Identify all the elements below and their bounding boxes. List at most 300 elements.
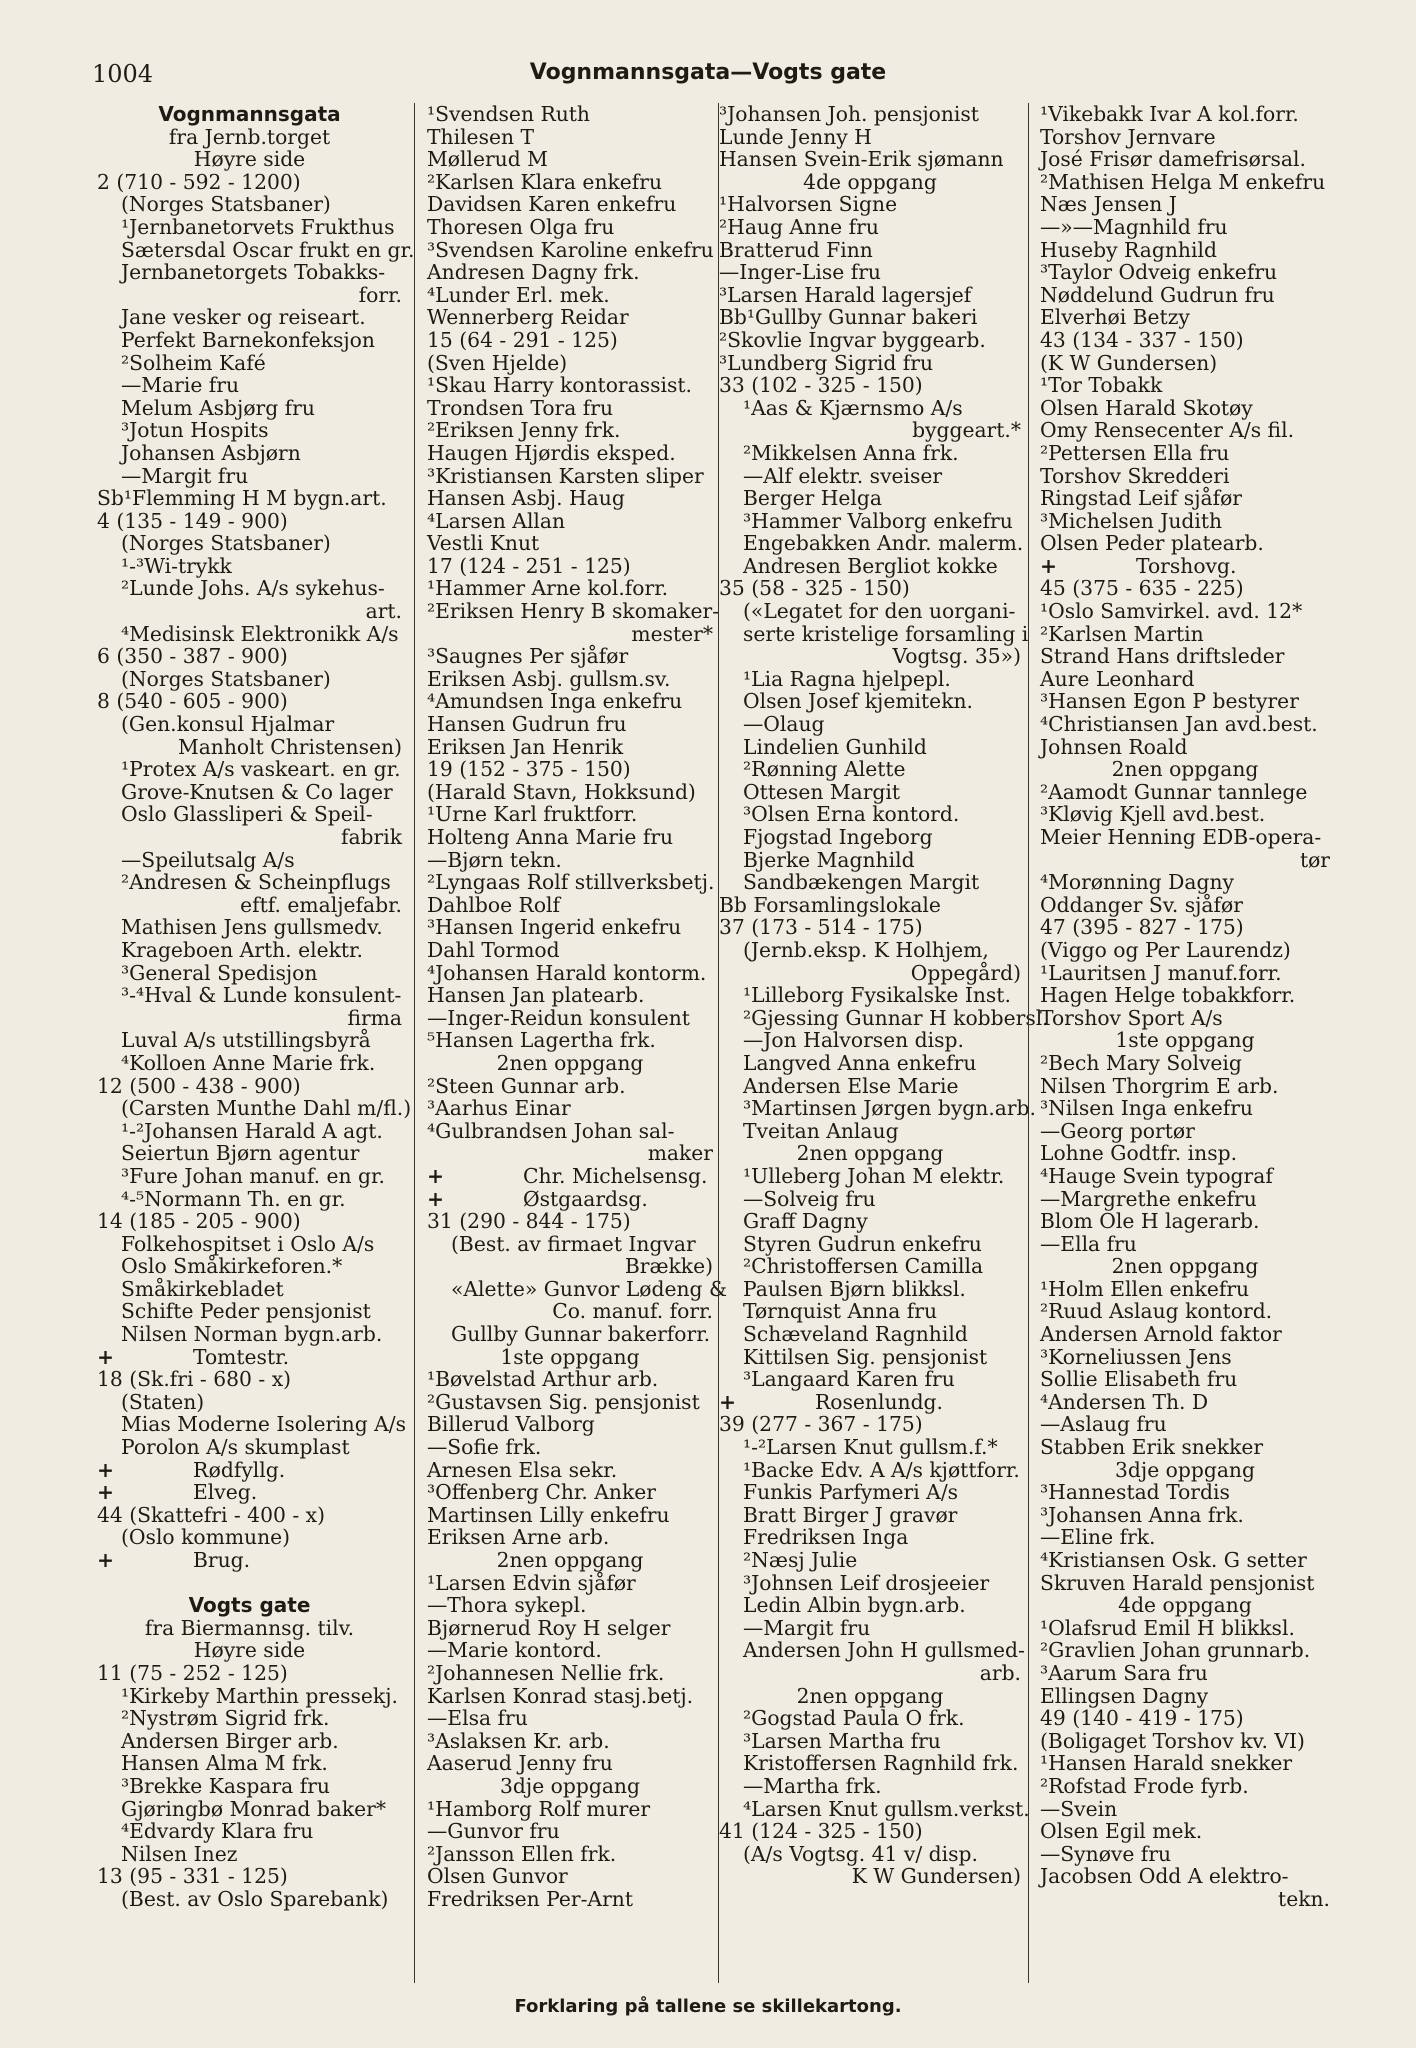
entry-line: ³Offenberg Chr. Anker [427,1480,656,1505]
entry-line: Sb¹Flemming H M bygn.art. [97,486,387,511]
entry-line: Brække) [624,1254,713,1279]
entry-line: fabrik [340,825,402,849]
entry-line: ³Fure Johan manuf. en gr. [121,1163,385,1188]
entry-line: —Margrethe enkefru [1040,1186,1257,1211]
entry-line: ³Hansen Ingerid enkefru [427,915,682,940]
entry-line [97,1549,402,1572]
entry-line: Tveitan Anlaug [743,1118,899,1143]
entry-line: 4de oppgang [803,169,937,194]
entry-line [1040,555,1330,578]
entry-line: ³Svendsen Karoline enkefru [427,237,714,262]
entry-line: Andersen Else Marie [743,1073,959,1098]
cross-street-name: Torshovg. [1136,553,1237,578]
entry-line: ³Langaard Karen fru [743,1367,955,1392]
entry-line: Co. manuf. forr. [552,1299,713,1324]
entry-line: Bratt Birger J gravør [743,1502,958,1527]
entry-line: 33 (102 - 325 - 150) [719,373,923,398]
entry-line: ¹Tor Tobakk [1040,373,1163,398]
entry-line: ⁴Christiansen Jan avd.best. [1040,712,1318,737]
entry-line: (Gen.konsul Hjalmar [121,712,335,737]
entry-line: Sollie Elisabeth fru [1040,1367,1238,1392]
entry-line: Hansen Jan platearb. [427,983,645,1008]
entry-line: ³Johansen Anna frk. [1040,1502,1244,1527]
entry-line [719,1391,1021,1414]
entry-line: (Sven Hjelde) [427,350,568,375]
entry-line: —Ella fru [1040,1231,1137,1256]
entry-line: ²Skovlie Ingvar byggearb. [719,327,986,352]
entry-line: ³Johnsen Leif drosjeeier [743,1570,990,1595]
entry-line: Arnesen Elsa sekr. [427,1457,618,1482]
entry-line: Ottesen Margit [743,779,901,804]
entry-line: («Legatet for den uorgani- [743,599,1016,624]
entry-line: 2nen oppgang [1111,757,1259,782]
entry-line: 18 (Sk.fri - 680 - x) [97,1367,292,1392]
cross-street-name: Tomtestr. [193,1344,290,1369]
entry-line: ³Taylor Odveig enkefru [1040,260,1278,285]
entry-line: —Svein [1040,1796,1118,1821]
entry-line: Dahlboe Rolf [427,892,561,917]
entry-line: ²Lyngaas Rolf stillverksbetj. [427,870,715,895]
entry-line: Lindelien Gunhild [743,734,927,759]
entry-line: Andresen Bergliot kokke [743,553,998,578]
entry-line: Nøddelund Gudrun fru [1040,282,1275,307]
entry-line: mester* [631,621,713,646]
entry-line: Olsen Egil mek. [1040,1819,1203,1844]
entry-line: ¹Urne Karl fruktforr. [427,802,638,827]
entry-line: Bjørnerud Roy H selger [427,1615,671,1640]
entry-line: —Marie fru [121,373,240,398]
entry-line: Berger Helga [743,486,882,511]
entry-line: Andersen Arnold faktor [1040,1322,1282,1347]
entry-line: ³Hannestad Tordis [1040,1480,1230,1505]
entry-line: Jane vesker og reiseart. [121,305,366,330]
entry-line: Fjogstad Ingeborg [743,825,933,849]
entry-line: ¹Lilleborg Fysikalske Inst. [743,983,1011,1008]
cross-street-name: Chr. Michelsensg. [523,1163,708,1188]
entry-line: Luval A/s utstillingsbyrå [121,1028,371,1053]
entry-line: —Jon Halvorsen disp. [743,1028,964,1053]
entry-line: 14 (185 - 205 - 900) [97,1209,301,1234]
entry-line [97,1346,402,1369]
entry-line: Tørnquist Anna fru [743,1299,938,1324]
entry-line: Eriksen Arne arb. [427,1525,610,1550]
entry-line: Eriksen Jan Henrik [427,734,624,759]
entry-line: —Sofie frk. [427,1435,542,1460]
entry-line: ³Nilsen Inga enkefru [1040,1096,1253,1121]
entry-line: Olsen Gunvor [427,1864,568,1889]
entry-line: ⁴Morønning Dagny [1040,870,1234,895]
entry-line: ⁴Kristiansen Osk. G setter [1040,1548,1307,1572]
entry-line: ⁵Hansen Lagertha frk. [427,1028,656,1053]
entry-line: (Boligaget Torshov kv. VI) [1040,1728,1305,1753]
entry-line: Andersen John H gullsmed- [743,1638,1025,1663]
entry-line: ¹Backe Edv. A A/s kjøttforr. [743,1457,1020,1482]
entry-line: ³Aslaksen Kr. arb. [427,1728,610,1753]
entry-line: Hansen Svein-Erik sjømann [719,147,1004,172]
entry-line: ⁴Amundsen Inga enkefru [427,689,683,714]
entry-line: —Gunvor fru [427,1819,560,1844]
entry-line: ¹Svendsen Ruth [427,102,590,126]
entry-line [97,1481,402,1504]
entry-line: Torshov Jernvare [1040,124,1216,149]
cross-street-name: Østgaardsg. [523,1186,648,1211]
entry-line: 2nen oppgang [796,1683,944,1708]
entry-line: ⁴Andersen Th. D [1040,1389,1209,1414]
entry-line: Davidsen Karen enkefru [427,192,677,217]
entry-line: Dahl Tormod [427,937,560,962]
entry-line: Graff Dagny [743,1209,868,1234]
entry-line: —Inger-Lise fru [719,260,881,285]
entry-line: Olsen Peder platearb. [1040,531,1264,556]
entry-line: —Marie kontord. [427,1638,602,1663]
entry-line: 1ste oppgang [1115,1028,1255,1053]
entry-line: fra Jernb.torget [168,124,331,149]
entry-line: ²Eriksen Henry B skomaker- [427,599,720,624]
entry-line: Oslo Småkirkeforen.* [121,1254,343,1279]
entry-line: —Margit fru [743,1615,871,1640]
entry-line: Bb¹Gullby Gunnar bakeri [719,305,978,330]
cross-street-icon: + [97,1480,114,1505]
entry-line: ⁴Gulbrandsen Johan sal- [427,1118,675,1143]
entry-line: ³Michelsen Judith [1040,508,1223,533]
entry-line: 13 (95 - 331 - 125) [97,1864,288,1889]
entry-line: ³General Spedisjon [121,960,318,985]
entry-line: Oslo Glassliperi & Speil- [121,802,373,827]
entry-line: 4de oppgang [1118,1593,1252,1618]
entry-line: Sætersdal Oscar frukt en gr. [121,237,415,262]
entry-line: 39 (277 - 367 - 175) [719,1412,923,1437]
entry-line: Ellingsen Dagny [1040,1683,1209,1708]
cross-street-icon: + [427,1186,444,1211]
entry-line: —Solveig fru [743,1186,876,1211]
cross-street-icon: + [1040,553,1057,578]
entry-line: —Thora sykepl. [427,1593,587,1618]
directory-column-4 [1040,103,1330,1911]
entry-line: Martinsen Lilly enkefru [427,1502,670,1527]
entry-line: Billerud Valborg [427,1412,595,1437]
entry-line: 4 (135 - 149 - 900) [97,508,288,533]
entry-line: ⁴Kolloen Anne Marie frk. [121,1050,376,1075]
entry-line: ¹Bøvelstad Arthur arb. [427,1367,659,1392]
entry-line: Mathisen Jens gullsmedv. [121,915,383,940]
entry-line: ¹Kirkeby Marthin pressekj. [121,1683,398,1708]
entry-line: ¹Hansen Harald snekker [1040,1751,1293,1776]
entry-line: ³Jotun Hospits [121,418,269,443]
footer-note: Forklaring på tallene se skillekartong. [514,1996,902,2017]
entry-line: ⁴Medisinsk Elektronikk A/s [121,621,399,646]
entry-line: (Staten) [121,1389,205,1414]
entry-line: Styren Gudrun enkefru [743,1231,982,1256]
entry-line: Vogts gate [188,1593,311,1618]
entry-line: Kristoffersen Ragnhild frk. [743,1751,1019,1776]
entry-line: (Carsten Munthe Dahl m/fl.) [121,1096,412,1121]
column-rule [1028,103,1029,1983]
entry-line: (Jernb.eksp. K Holhjem, [743,937,989,962]
entry-line: ²Mathisen Helga M enkefru [1040,169,1326,194]
entry-line: art. [365,599,402,624]
entry-line: Porolon A/s skumplast [121,1435,350,1460]
entry-line: ⁴Hauge Svein typograf [1040,1163,1273,1188]
entry-line: eftf. emaljefabr. [240,892,402,917]
entry-line: ¹Olafsrud Emil H blikksl. [1040,1615,1295,1640]
entry-line: ¹Vikebakk Ivar A kol.forr. [1040,102,1299,126]
entry-line: Manholt Christensen) [177,734,402,759]
entry-line: José Frisør damefrisørsal. [1040,147,1306,172]
entry-line: Mias Moderne Isolering A/s [121,1412,407,1437]
entry-line: ¹-²Larsen Knut gullsm.f.* [743,1435,998,1460]
entry-line: ³-⁴Hval & Lunde konsulent- [121,983,402,1008]
entry-line: K W Gundersen) [851,1864,1021,1889]
entry-line: (Oslo kommune) [121,1525,291,1550]
cross-street-icon: + [97,1344,114,1369]
entry-line: ²Mikkelsen Anna frk. [743,440,959,465]
entry-line: Sandbækengen Margit [743,870,980,895]
entry-line: —Aslaug fru [1040,1412,1167,1437]
entry-line: ¹Lia Ragna hjelpepl. [743,666,951,691]
entry-line: ²Næsj Julie [743,1548,858,1572]
entry-line: ²Steen Gunnar arb. [427,1073,626,1098]
entry-line: Stabben Erik snekker [1040,1435,1264,1460]
entry-line: ²Gjessing Gunnar H kobbersl. [743,1005,1049,1030]
entry-line: (Harald Stavn, Hokksund) [427,779,696,804]
entry-line: ³Kløvig Kjell avd.best. [1040,802,1266,827]
entry-line: Torshov Sport A/s [1040,1005,1223,1030]
entry-line [427,1188,713,1211]
entry-line: (Best. av firmaet Ingvar [451,1231,696,1256]
entry-line: Jernbanetorgets Tobakks- [121,260,386,285]
entry-line: ²Rofstad Frode fyrb. [1040,1773,1249,1798]
entry-line: ²Gustavsen Sig. pensjonist [427,1389,700,1414]
cross-street-icon: + [427,1163,444,1188]
entry-line: Fredriksen Inga [743,1525,909,1550]
entry-line: Johnsen Roald [1040,734,1188,759]
entry-line: Ledin Albin bygn.arb. [743,1593,966,1618]
entry-line: Huseby Ragnhild [1040,237,1217,262]
entry-line: Høyre side [193,1638,306,1663]
cross-street-name: Rosenlundg. [815,1389,943,1414]
entry-line: Jacobsen Odd A elektro- [1040,1864,1289,1889]
entry-line: Vogtsg. 35») [892,644,1021,669]
entry-line: tør [1299,847,1330,872]
entry-line: Gullby Gunnar bakerforr. [451,1322,711,1347]
entry-line: Blom Ole H lagerarb. [1040,1209,1260,1234]
entry-line: ¹-²Johansen Harald A agt. [121,1118,383,1143]
entry-line: (Viggo og Per Laurendz) [1040,937,1291,962]
entry-line: ²Eriksen Jenny frk. [427,418,621,443]
entry-line: ⁴Larsen Allan [427,508,566,533]
entry-line: Småkirkebladet [121,1276,284,1301]
entry-line: Holteng Anna Marie fru [427,825,674,849]
entry-line: 49 (140 - 419 - 175) [1040,1706,1244,1731]
entry-line: (Norges Statsbaner) [121,192,331,217]
entry-line: Johansen Asbjørn [121,440,301,465]
entry-line: (Best. av Oslo Sparebank) [121,1886,389,1911]
entry-line: Andersen Birger arb. [121,1728,339,1753]
entry-line: ¹Holm Ellen enkefru [1040,1276,1250,1301]
entry-line: Lunde Jenny H [719,124,872,149]
entry-line: Gjøringbø Monrad baker* [121,1796,387,1821]
entry-line: Høyre side [193,147,306,172]
entry-line: Møllerud M [427,147,548,172]
entry-line: —Alf elektr. sveiser [743,463,943,488]
directory-column-2 [427,102,728,1911]
entry-line: 35 (58 - 325 - 150) [719,576,910,601]
entry-line: ³Martinsen Jørgen bygn.arb. [743,1096,1036,1121]
entry-line: Meier Henning EDB-opera- [1040,825,1322,849]
entry-line: 19 (152 - 375 - 150) [427,757,631,782]
entry-line: Hansen Gudrun fru [427,712,627,737]
entry-line: Perfekt Barnekonfeksjon [121,327,375,352]
entry-line: Paulsen Bjørn blikksl. [743,1276,966,1301]
entry-line: Schifte Peder pensjonist [121,1299,371,1324]
entry-line: ³Aarum Sara fru [1040,1660,1208,1685]
entry-line: Kittilsen Sig. pensjonist [743,1344,988,1369]
entry-line: 3dje oppgang [1115,1457,1255,1482]
entry-line: 1ste oppgang [500,1344,640,1369]
entry-line: —Eline frk. [1040,1525,1156,1550]
entry-line: ⁴Johansen Harald kontorm. [427,960,707,985]
page-title: Vognmannsgata—Vogts gate [529,60,887,85]
entry-line: 2nen oppgang [1111,1254,1259,1279]
entry-line: Olsen Harald Skotøy [1040,395,1253,420]
entry-line: (K W Gundersen) [1040,350,1218,375]
entry-line: Krageboen Arth. elektr. [121,937,363,962]
entry-line: ¹Hammer Arne kol.forr. [427,576,669,601]
entry-line: Aure Leonhard [1040,666,1195,691]
directory-column-3 [719,102,1049,1889]
entry-line: Olsen Josef kjemitekn. [743,689,973,714]
entry-line: Elverhøi Betzy [1040,305,1190,330]
entry-line: —Martha frk. [743,1773,882,1798]
entry-line: Seiertun Bjørn agentur [121,1141,360,1166]
entry-line: ²Solheim Kafé [121,350,266,375]
entry-line: ¹Jernbanetorvets Frukthus [121,214,395,239]
entry-line: 2 (710 - 592 - 1200) [97,169,301,194]
entry-line [97,1459,402,1482]
entry-line: ¹Oslo Samvirkel. avd. 12* [1040,599,1303,624]
entry-line: 37 (173 - 514 - 175) [719,915,923,940]
entry-line: ⁴Edvardy Klara fru [121,1819,314,1844]
entry-line: Omy Rensecenter A/s fil. [1040,418,1295,443]
entry-line: firma [347,1005,402,1030]
entry-line: —Olaug [743,712,825,737]
entry-line: Oppegård) [910,960,1021,985]
cross-street-name: Brug. [193,1548,251,1572]
entry-line: Næs Jensen J [1040,192,1177,217]
entry-line: ²Karlsen Klara enkefru [427,169,663,194]
entry-line: ¹Hamborg Rolf murer [427,1796,651,1821]
entry-line: Karlsen Konrad stasj.betj. [427,1683,694,1708]
entry-line: Wennerberg Reidar [427,305,629,330]
entry-line: ³Aarhus Einar [427,1096,571,1121]
entry-line: 44 (Skattefri - 400 - x) [97,1502,325,1527]
entry-line: serte kristelige forsamling i [743,621,1029,646]
cross-street-icon: + [719,1389,736,1414]
cross-street-name: Rødfyllg. [193,1457,286,1482]
entry-line: Lohne Godtfr. insp. [1040,1141,1238,1166]
entry-line: Strand Hans driftsleder [1040,644,1285,669]
entry-line: —Synøve fru [1040,1841,1172,1866]
page-number: 1004 [92,60,154,88]
entry-line: Folkehospitset i Oslo A/s [121,1231,375,1256]
entry-line: ³Lundberg Sigrid fru [719,350,934,375]
entry-line: Engebakken Andr. malerm. [743,531,1024,556]
entry-line: 47 (395 - 827 - 175) [1040,915,1244,940]
entry-line: Hansen Asbj. Haug [427,486,625,511]
directory-column-1 [97,102,415,1911]
entry-line: ²Nystrøm Sigrid frk. [121,1706,330,1731]
entry-line: Bjerke Magnhild [743,847,915,872]
entry-line: ²Christoffersen Camilla [743,1254,984,1279]
entry-line: 8 (540 - 605 - 900) [97,689,288,714]
entry-line: ²Lunde Johs. A/s sykehus- [121,576,385,601]
entry-line: ²Gravlien Johan grunnarb. [1040,1638,1311,1663]
entry-line: (Norges Statsbaner) [121,666,331,691]
entry-line: 3dje oppgang [500,1773,640,1798]
entry-line: ²Johannesen Nellie frk. [427,1660,665,1685]
entry-line: ³Kristiansen Karsten sliper [427,463,704,488]
entry-line: fra Biermannsg. tilv. [144,1615,355,1640]
cross-street-name: Elveg. [193,1480,258,1505]
entry-line: Andresen Dagny frk. [427,260,640,285]
entry-line: Funkis Parfymeri A/s [743,1480,959,1505]
entry-line: Hagen Helge tobakkforr. [1040,983,1296,1008]
entry-line: ³Korneliussen Jens [1040,1344,1232,1369]
entry-line: maker [647,1141,713,1166]
entry-line: ²Andresen & Scheinpflugs [121,870,391,895]
entry-line: 31 (290 - 844 - 175) [427,1209,631,1234]
entry-line: 15 (64 - 291 - 125) [427,327,618,352]
entry-line: ²Jansson Ellen frk. [427,1841,617,1866]
entry-line: 43 (134 - 337 - 150) [1040,327,1244,352]
entry-line: —Inger-Reidun konsulent [427,1005,690,1030]
entry-line: ³Hansen Egon P bestyrer [1040,689,1299,714]
entry-line: ²Gogstad Paula O frk. [743,1706,965,1731]
entry-line: tekn. [1278,1886,1330,1911]
column-rule [414,103,415,1983]
entry-line: Langved Anna enkefru [743,1050,977,1075]
entry-line: Schæveland Ragnhild [743,1322,968,1347]
entry-line: ²Ruud Aslaug kontord. [1040,1299,1273,1324]
entry-line: Bb Forsamlingslokale [719,892,941,917]
entry-line: ²Karlsen Martin [1040,621,1204,646]
entry-line: ²Bech Mary Solveig [1040,1050,1242,1075]
entry-line: Thilesen T [427,124,535,149]
entry-line: Thoresen Olga fru [427,214,615,239]
entry-line: «Alette» Gunvor Lødeng & [451,1276,728,1301]
entry-line: ¹Skau Harry kontorassist. [427,373,693,398]
cross-street-icon: + [97,1457,114,1482]
entry-line: (Norges Statsbaner) [121,531,331,556]
entry-line: ¹Aas & Kjærnsmo A/s [743,395,963,420]
entry-line: Nilsen Norman bygn.arb. [121,1322,383,1347]
entry-line [97,1572,402,1595]
entry-line: ¹Lauritsen J manuf.forr. [1040,960,1282,985]
entry-line: Ringstad Leif sjåfør [1040,486,1242,511]
entry-line: —»—Magnhild fru [1040,214,1228,239]
entry-line: —Elsa fru [427,1706,528,1731]
entry-line: ²Rønning Alette [743,757,906,782]
entry-line: Trondsen Tora fru [427,395,614,420]
entry-line: —Margit fru [121,463,249,488]
entry-line: Hansen Alma M frk. [121,1751,328,1776]
entry-line: Bratterud Finn [719,237,873,262]
entry-line: Vestli Knut [427,531,540,556]
entry-line: ³Brekke Kaspara fru [121,1773,330,1798]
entry-line: 2nen oppgang [796,1141,944,1166]
entry-line: —Bjørn tekn. [427,847,562,872]
entry-line: Nilsen Thorgrim E arb. [1040,1073,1279,1098]
